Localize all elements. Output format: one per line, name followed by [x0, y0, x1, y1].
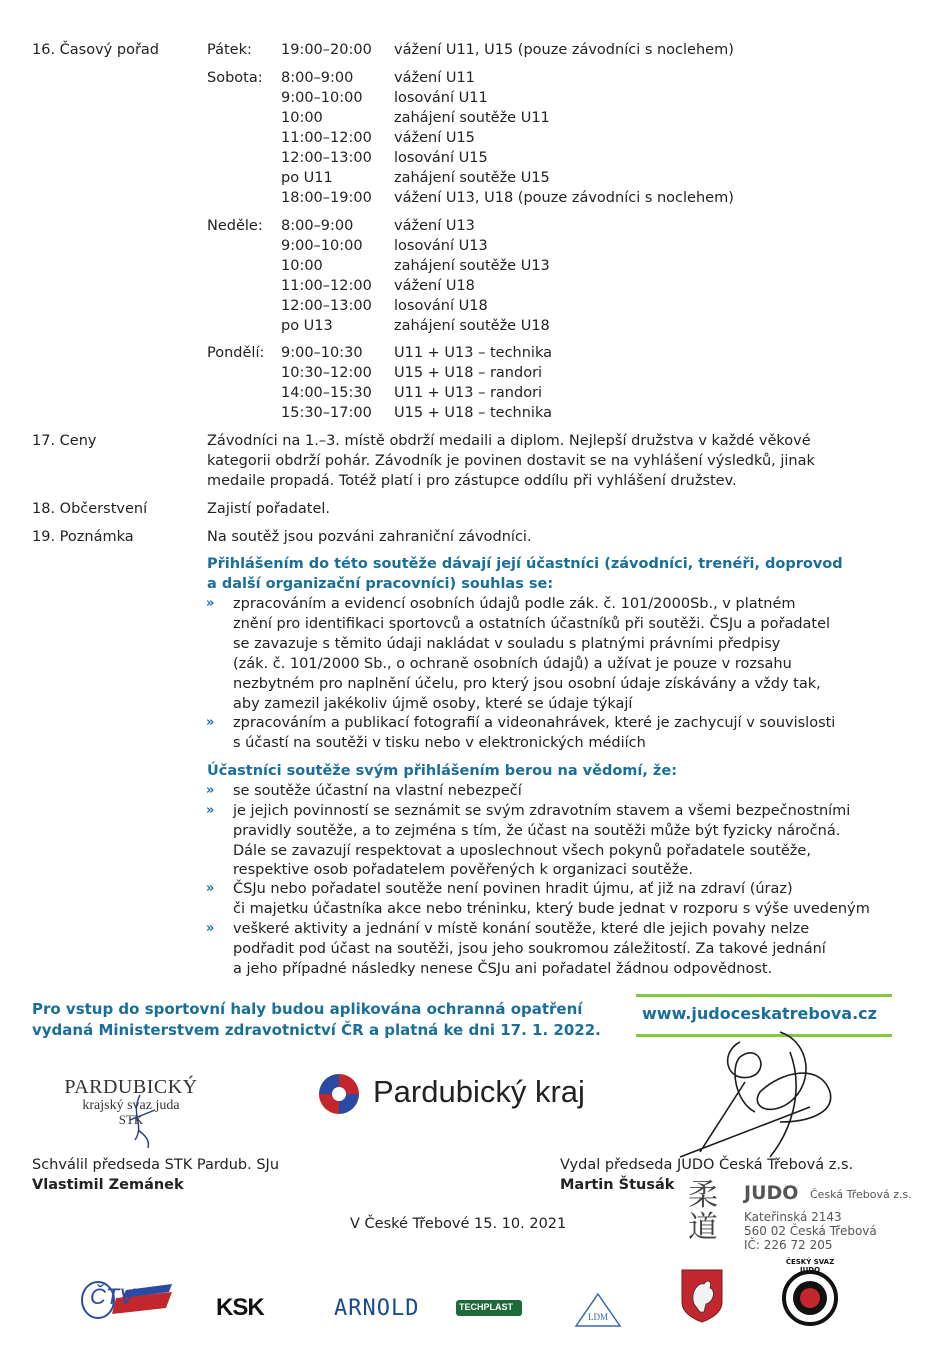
- health-notice-line: Pro vstup do sportovní haly budou aplikována ochranná opatření: [32, 1000, 583, 1018]
- stamp-line: IČ: 226 72 205: [744, 1238, 833, 1252]
- schedule-time: po U13: [281, 318, 333, 334]
- schedule-activity: U15 + U18 – randori: [394, 365, 543, 381]
- schedule-time: 10:00: [281, 258, 323, 274]
- awareness-item-line: respektive osob pořadatelem pověřených k organizaci soutěže.: [233, 862, 693, 878]
- schedule-time: 19:00–20:00: [281, 42, 372, 58]
- health-notice-line: vydaná Ministerstvem zdravotnictví ČR a platná ke dni 17. 1. 2022.: [32, 1021, 601, 1039]
- schedule-time: 10:00: [281, 110, 323, 126]
- stamp-line: Kateřinská 2143: [744, 1210, 842, 1224]
- schedule-time: 10:30–12:00: [281, 365, 372, 381]
- refreshments-text: Zajistí pořadatel.: [207, 501, 331, 517]
- schedule-time: 8:00–9:00: [281, 70, 354, 86]
- schedule-time: 9:00–10:00: [281, 238, 363, 254]
- consent-heading: a další organizační pracovníci) souhlas se:: [207, 576, 554, 592]
- schedule-activity: vážení U15: [394, 130, 475, 146]
- consent-item-line: aby zamezil jakékoliv újmě osoby, které se údaje týkají: [233, 696, 633, 712]
- schedule-time: 15:30–17:00: [281, 405, 372, 421]
- sponsor-logo-techplast: [456, 1300, 522, 1316]
- bullet-chevron-icon: »: [206, 715, 215, 730]
- schedule-activity: zahájení soutěže U11: [394, 110, 550, 126]
- day-monday: Pondělí:: [207, 345, 265, 361]
- schedule-time: 11:00–12:00: [281, 278, 372, 294]
- sponsor-text: TECHPLAST: [459, 1302, 513, 1312]
- schedule-activity: losování U13: [394, 238, 488, 254]
- pardubicky-kraj-emblem-icon: [318, 1073, 360, 1115]
- sponsor-logo-ksk: KSK: [216, 1294, 264, 1321]
- awareness-item-line: je jejich povinností se seznámit se svým zdravotním stavem a všemi bezpečnostními: [233, 803, 851, 819]
- approved-name: Vlastimil Zemánek: [32, 1177, 184, 1193]
- prizes-text: medaile propadá. Totéž platí i pro zástupce oddílu při vyhlášení družstev.: [207, 473, 737, 489]
- section-18-label: 18. Občerstvení: [32, 501, 148, 517]
- schedule-time: 11:00–12:00: [281, 130, 372, 146]
- bullet-chevron-icon: »: [206, 803, 215, 818]
- schedule-activity: U15 + U18 – technika: [394, 405, 552, 421]
- sponsor-logo-ldm: [574, 1292, 622, 1328]
- region-logo-text: Pardubický kraj: [373, 1074, 585, 1109]
- note-text: Na soutěž jsou pozváni zahraniční závodníci.: [207, 529, 532, 545]
- day-saturday: Sobota:: [207, 70, 263, 86]
- awareness-heading: Účastníci soutěže svým přihlášením berou na vědomí, že:: [207, 763, 677, 779]
- divider: [636, 994, 892, 997]
- consent-item-line: znění pro identifikaci sportovců a ostatních účastníků při soutěži. ČSJu a pořadatel: [233, 616, 831, 632]
- schedule-time: 9:00–10:00: [281, 90, 363, 106]
- schedule-time: 14:00–15:30: [281, 385, 372, 401]
- schedule-time: po U11: [281, 170, 333, 186]
- sponsor-logo-csju: [782, 1258, 838, 1326]
- website-link[interactable]: www.judoceskatrebova.cz: [642, 1004, 877, 1023]
- signature-right: [640, 1022, 860, 1172]
- bullet-chevron-icon: »: [206, 921, 215, 936]
- sponsor-logo-ctv: [76, 1272, 172, 1324]
- sponsor-text: ČESKÝ SVAZ JUDO: [785, 1258, 835, 1274]
- town-coat-of-arms: [680, 1268, 724, 1324]
- schedule-activity: vážení U13: [394, 218, 475, 234]
- schedule-activity: zahájení soutěže U18: [394, 318, 550, 334]
- sponsor-text: LDM: [588, 1312, 608, 1322]
- stamp-line: STK: [118, 1112, 144, 1127]
- consent-item-line: nezbytném pro naplnění účelu, pro který jsou osobní údaje získávány a vždy tak,: [233, 676, 821, 692]
- stamp-line: krajský svaz juda: [82, 1098, 180, 1113]
- schedule-activity: zahájení soutěže U13: [394, 258, 550, 274]
- day-friday: Pátek:: [207, 42, 252, 58]
- section-16-label: 16. Časový pořad: [32, 42, 160, 58]
- awareness-item-line: či majetku účastníka akce nebo tréninku, který bude jednat v rozporu s výše uvedeným: [233, 901, 870, 917]
- consent-item-line: s účastí na soutěži v tisku nebo v elektronických médiích: [233, 735, 646, 751]
- issued-name: Martin Štusák: [560, 1177, 675, 1193]
- signature-left: [110, 1090, 170, 1150]
- awareness-item-line: Dále se zavazují respektovat a uposlechnout všech pokynů pořadatele soutěže,: [233, 843, 811, 859]
- bullet-chevron-icon: »: [206, 596, 215, 611]
- club-stamp: [688, 1180, 918, 1250]
- ldm-triangle-icon: [574, 1292, 622, 1328]
- awareness-item-line: pravidly soutěže, a to zejména s tím, že účast na soutěži může být fyzicky náročná.: [233, 823, 841, 839]
- schedule-time: 18:00–19:00: [281, 190, 372, 206]
- schedule-activity: vážení U11, U15 (pouze závodníci s noclehem): [394, 42, 734, 58]
- place-date: V České Třebové 15. 10. 2021: [350, 1216, 567, 1232]
- day-sunday: Neděle:: [207, 218, 263, 234]
- stamp-line: 560 02 Česká Třebová: [744, 1224, 877, 1238]
- approved-by: Schválil předseda STK Pardub. SJu: [32, 1157, 280, 1173]
- health-notice: [32, 999, 601, 1041]
- rooster-shield-icon: [680, 1268, 724, 1324]
- schedule-activity: U11 + U13 – technika: [394, 345, 552, 361]
- schedule-time: 12:00–13:00: [281, 298, 372, 314]
- stamp-line: Česká Třebová z.s.: [810, 1188, 912, 1201]
- sponsor-text: ČTV: [90, 1284, 134, 1309]
- schedule-time: 12:00–13:00: [281, 150, 372, 166]
- prizes-text: Závodníci na 1.–3. místě obdrží medaili a diplom. Nejlepší družstva v každé věkové: [207, 433, 811, 449]
- section-19-label: 19. Poznámka: [32, 529, 134, 545]
- schedule-activity: losování U18: [394, 298, 488, 314]
- awareness-item-line: a jeho případné následky nenese ČSJu ani pořadatel žádnou odpovědnost.: [233, 961, 773, 977]
- schedule-activity: losování U11: [394, 90, 488, 106]
- awareness-item-line: veškeré aktivity a jednání v místě konání soutěže, které dle jejich povahy nelze: [233, 921, 810, 937]
- awareness-item-line: podřadit pod účast na soutěži, jsou jeho soukromou záležitostí. Za takové jednání: [233, 941, 826, 957]
- bullet-chevron-icon: »: [206, 881, 215, 896]
- awareness-item-line: ČSJu nebo pořadatel soutěže není povinen hradit újmu, ať již na zdraví (úraz): [233, 881, 793, 897]
- consent-item-line: zpracováním a publikací fotografií a videonahrávek, které je zachycují v souvislosti: [233, 715, 836, 731]
- consent-item-line: zpracováním a evidencí osobních údajů podle zák. č. 101/2000Sb., v platném: [233, 596, 796, 612]
- schedule-activity: vážení U13, U18 (pouze závodníci s noclehem): [394, 190, 734, 206]
- schedule-time: 9:00–10:30: [281, 345, 363, 361]
- stamp-line: JUDO: [744, 1182, 799, 1204]
- schedule-activity: U11 + U13 – randori: [394, 385, 543, 401]
- consent-item-line: se zavazuje s těmito údaji nakládat v souladu s platnými právními předpisy: [233, 636, 781, 652]
- schedule-activity: losování U15: [394, 150, 488, 166]
- sponsor-logo-arnold: ARNOLD: [334, 1296, 420, 1321]
- csju-emblem-icon: [782, 1270, 838, 1326]
- awareness-item-line: se soutěže účastní na vlastní nebezpečí: [233, 783, 522, 799]
- schedule-activity: zahájení soutěže U15: [394, 170, 550, 186]
- schedule-activity: vážení U11: [394, 70, 475, 86]
- consent-item-line: (zák. č. 101/2000 Sb., o ochraně osobních údajů) a užívat je pouze v rozsahu: [233, 656, 792, 672]
- bullet-chevron-icon: »: [206, 783, 215, 798]
- stamp-line: PARDUBICKÝ: [64, 1076, 198, 1098]
- schedule-time: 8:00–9:00: [281, 218, 354, 234]
- schedule-activity: vážení U18: [394, 278, 475, 294]
- section-17-label: 17. Ceny: [32, 433, 97, 449]
- consent-heading: Přihlášením do této soutěže dávají její účastníci (závodníci, trenéři, doprovod: [207, 556, 843, 572]
- issued-by: Vydal předseda JUDO Česká Třebová z.s.: [560, 1157, 854, 1173]
- prizes-text: kategorii obdrží pohár. Závodník je povinen dostavit se na vyhlášení výsledků, jinak: [207, 453, 815, 469]
- judo-kanji-icon: 柔 道: [688, 1179, 718, 1244]
